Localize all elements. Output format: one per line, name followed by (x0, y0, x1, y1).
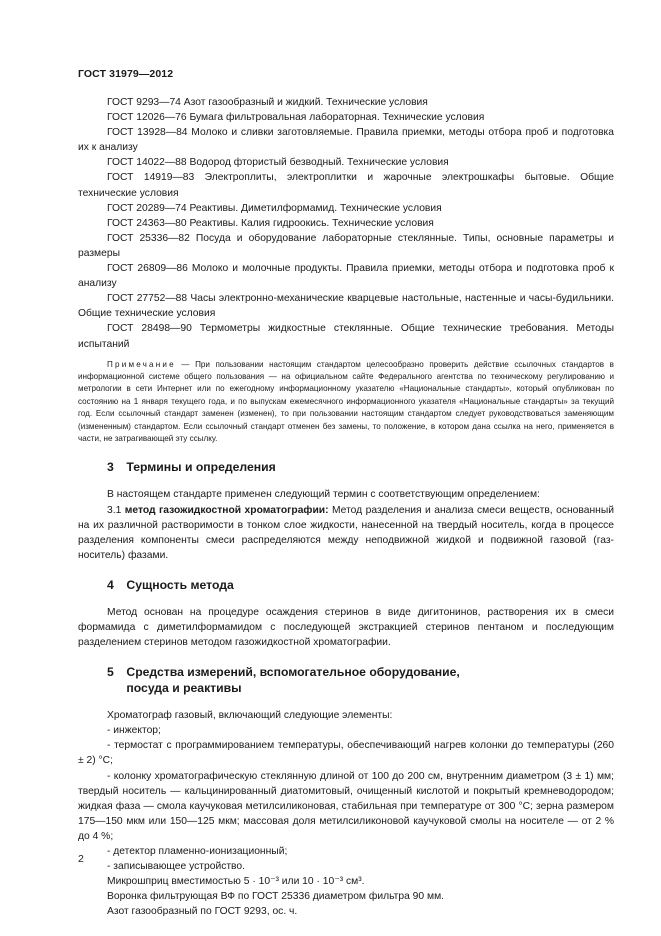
section-title: Сущность метода (126, 577, 234, 592)
section-3-heading (78, 459, 614, 475)
reference-item: ГОСТ 9293—74 Азот газообразный и жидкий. Технические условия (107, 97, 428, 108)
reference-item: ГОСТ 26809—86 Молоко и молочные продукты. Правила приемки, методы отбора и подготовка проб к анализу (78, 263, 614, 290)
reference-item: ГОСТ 25336—82 Посуда и оборудование лабораторные стеклянные. Типы, основные параметры и размеры (78, 232, 614, 259)
reference-item: ГОСТ 12026—76 Бумага фильтровальная лабораторная. Технические условия (107, 112, 485, 124)
references-note (78, 359, 614, 446)
reference-item: ГОСТ 13928—84 Молоко и сливки заготовляемые. Правила приемки, методы отбора проб и подготовка их к анализу (78, 127, 614, 154)
term-number: 3.1 (107, 504, 125, 516)
reference-item: ГОСТ 20289—74 Реактивы. Диметилформамид. Технические условия (107, 202, 442, 214)
section-title-line2: посуда и реактивы (126, 681, 242, 696)
term-definition (78, 503, 614, 563)
reference-item: ГОСТ 27752—88 Часы электронно-механические кварцевые настольные, настенные и часы-будильники. Общие технические условия (78, 293, 614, 320)
list-item: - термостат с программированием температуры, обеспечивающий нагрев колонки до температуры (260 ± 2) °С; (78, 740, 614, 767)
term-name: метод газожидкостной хроматографии: (124, 504, 329, 516)
doc-header: ГОСТ 31979—2012 (78, 68, 174, 80)
list-item: - колонку хроматографическую стеклянную длиной от 100 до 200 см, внутренним диаметром (3 ± 1) мм; твердый носитель — кальцинированный диатомитовый, очищенный кислотой и покрытый кремневодородом; жидкая фаза — смола каучуковая метилсиликоновая, стабильная при температуре от 300 °С; зерна размером 175—150 мкм или 150—125 мкм; массовая доля метилсиликоновой каучуковой смолы на носителе — от 2 % до 4 %; (78, 770, 614, 842)
list-item: Микрошприц вместимостью 5 · 10⁻³ или 10 · 10⁻³ см³. (107, 876, 365, 888)
list-item: - записывающее устройство. (107, 861, 245, 873)
reference-item: ГОСТ 28498—90 Термометры жидкостные стеклянные. Общие технические требования. Методы испытаний (78, 323, 614, 350)
list-item: - детектор пламенно-ионизационный; (107, 846, 288, 858)
note-text: — При пользовании настоящим стандартом целесообразно проверить действие ссылочных стандартов в информационной системе общего пользования — на официальном сайте Федерального агентства по техническому регулированию и метрологии в сети Интернет или по ежегодному информационному указателю «Национальные стандарты», который опубликован по состоянию на 1 января текущего года, и по выпускам ежемесячного информационного указателя «Национальные стандарты» за текущий год. Если ссылочный стандарт заменен (изменен), то при пользовании настоящим стандартом следует руководствоваться заменяющим (измененным) стандартом. Если ссылочный стандарт отменен без замены, то положение, в котором дана ссылка на него, применяется в части, не затрагивающей эту ссылку. (78, 359, 614, 444)
section-title-line1: Средства измерений, вспомогательное оборудование, (126, 665, 460, 680)
note-lead: Примечание (107, 359, 176, 369)
reference-item: ГОСТ 24363—80 Реактивы. Калия гидроокись. Технические условия (107, 217, 434, 229)
list-item: Азот газообразный по ГОСТ 9293, ос. ч. (107, 906, 298, 918)
list-item: Хроматограф газовый, включающий следующие элементы: (107, 710, 393, 722)
section-3-intro: В настоящем стандарте применен следующий термин с соответствующим определением: (107, 489, 540, 501)
list-item: - инжектор; (107, 725, 161, 737)
section-4-heading (78, 577, 614, 593)
equipment-list (78, 708, 614, 919)
normative-references-list (78, 95, 614, 352)
section-title: Термины и определения (126, 460, 276, 475)
page-content (78, 95, 614, 920)
section-4-text: Метод основан на процедуре осаждения стеринов в виде дигитонинов, растворения их в смеси формамида с диметилформамидом с последующей экстракцией стеринов пентаном и последующим разделением стеринов методом газожидкостной хроматографии. (78, 606, 614, 649)
term-definition-text: Метод разделения и анализа смеси веществ, основанный на их различной растворимости в тонком слое жидкости, нанесенной на твердый носитель, когда в процессе разделения компоненты смеси распределяются между неподвижной жидкой и подвижной газовой (газ-носитель) фазами. (78, 504, 614, 561)
section-number: 4 (107, 577, 114, 592)
section-number: 3 (107, 460, 114, 475)
page-number: 2 (78, 853, 84, 865)
reference-item: ГОСТ 14022—88 Водород фтористый безводный. Технические условия (107, 157, 449, 169)
section-number: 5 (107, 665, 114, 680)
reference-item: ГОСТ 14919—83 Электроплиты, электроплитки и жарочные электрошкафы бытовые. Общие технические условия (78, 172, 614, 199)
list-item: Воронка фильтрующая ВФ по ГОСТ 25336 диаметром фильтра 90 мм. (107, 891, 445, 903)
section-5-heading (78, 664, 614, 696)
